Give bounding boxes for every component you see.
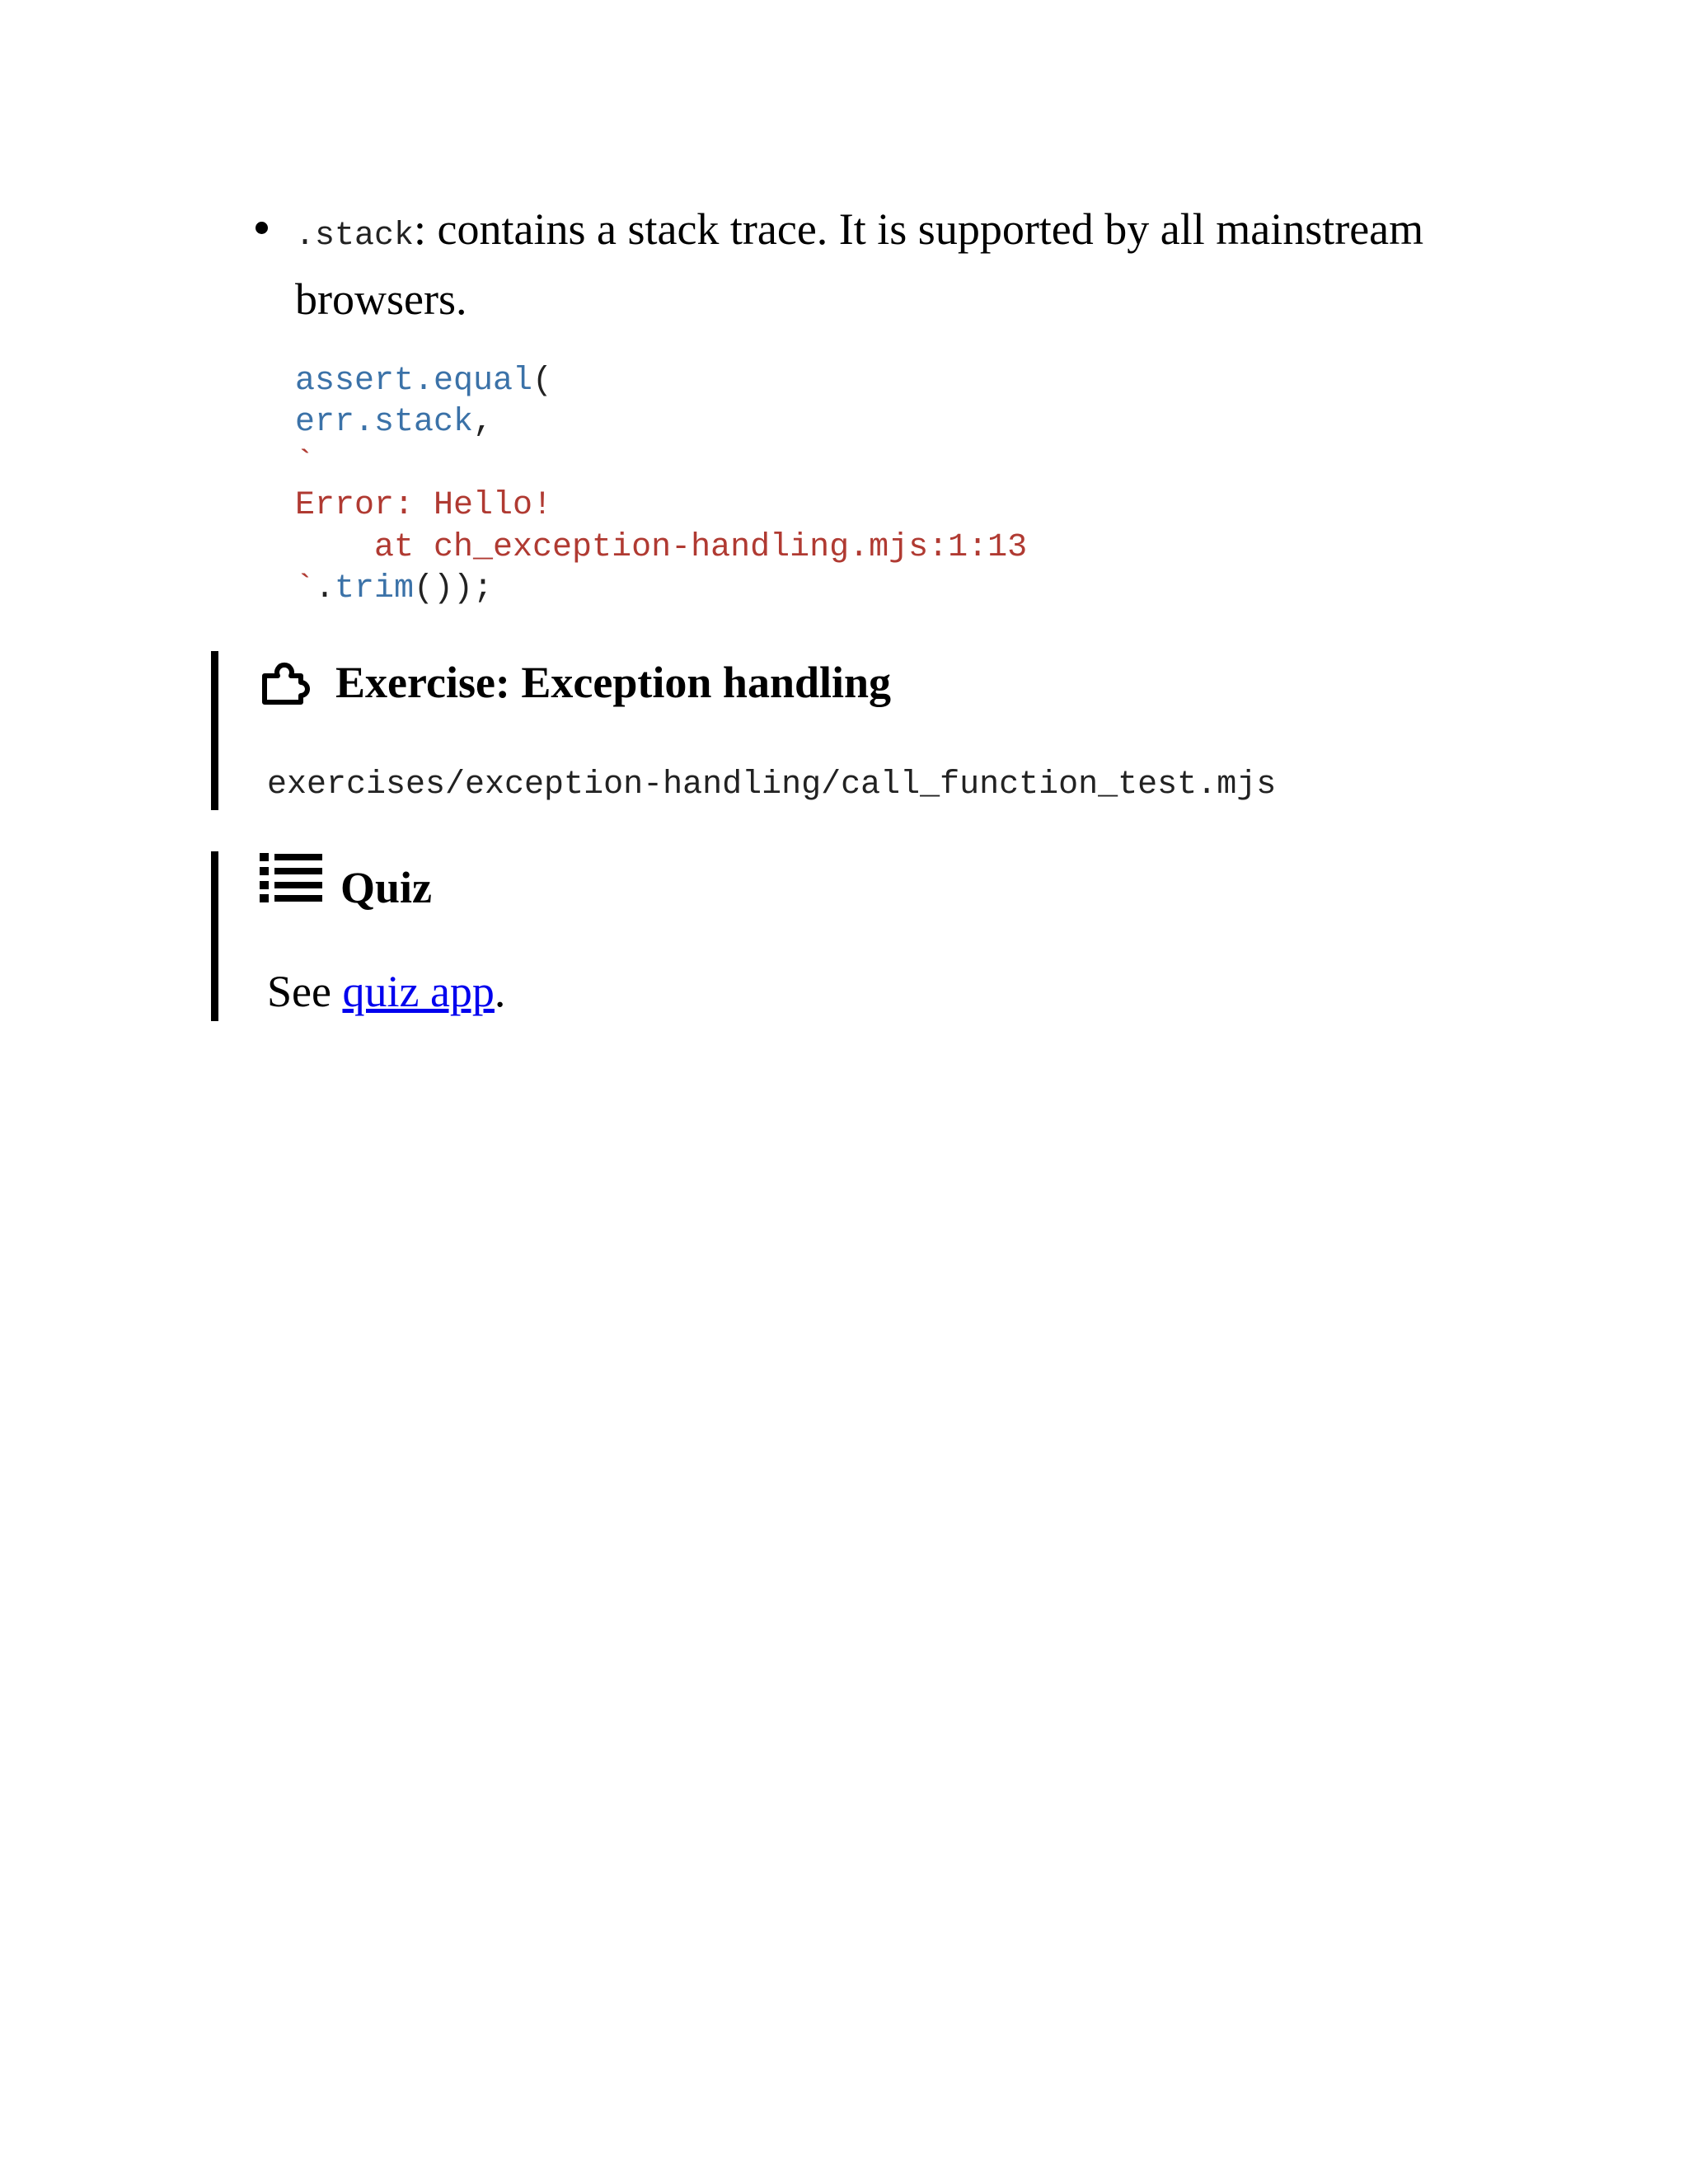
exercise-file-path: exercises/exception-handling/call_function_test.mjs xyxy=(267,766,1277,804)
list-item-stack xyxy=(295,198,1465,330)
code-block xyxy=(295,361,1027,610)
puzzle-piece-icon xyxy=(260,651,319,710)
code-token: , xyxy=(473,404,494,442)
code-token: . xyxy=(315,570,335,608)
code-line-2 xyxy=(295,404,493,441)
code-token: Error: Hello! xyxy=(295,487,553,525)
code-line-5 xyxy=(295,529,1027,566)
quiz-text-before: See xyxy=(267,967,343,1016)
property-list xyxy=(295,198,1465,330)
code-line-1 xyxy=(295,363,552,400)
code-token: ` xyxy=(295,570,316,608)
list-icon xyxy=(260,851,322,902)
code-token: ( xyxy=(532,363,553,400)
exercise-header xyxy=(260,651,1496,725)
exercise-title: Exercise: Exception handling xyxy=(335,658,892,707)
list-item-text: : contains a stack trace. It is supported by all mainstream browsers. xyxy=(295,204,1424,324)
quiz-app-link[interactable]: quiz app xyxy=(342,967,495,1016)
code-token: ` xyxy=(295,445,316,483)
code-token: ()); xyxy=(414,570,494,608)
quiz-header xyxy=(260,851,1496,926)
code-token: trim xyxy=(335,570,415,608)
code-line-3 xyxy=(295,446,315,483)
quiz-title: Quiz xyxy=(340,863,433,912)
exercise-callout xyxy=(211,651,1496,810)
code-token: err.stack xyxy=(295,404,474,442)
quiz-paragraph xyxy=(267,965,505,1018)
code-token: at ch_exception-handling.mjs:1:13 xyxy=(295,528,1028,566)
code-token: assert.equal xyxy=(295,363,533,400)
quiz-text-after: . xyxy=(494,967,506,1016)
code-line-6 xyxy=(295,570,493,607)
code-line-4 xyxy=(295,487,552,524)
bullet-icon xyxy=(256,222,268,234)
inline-code-stack: .stack xyxy=(295,218,415,255)
quiz-callout xyxy=(211,851,1496,1021)
